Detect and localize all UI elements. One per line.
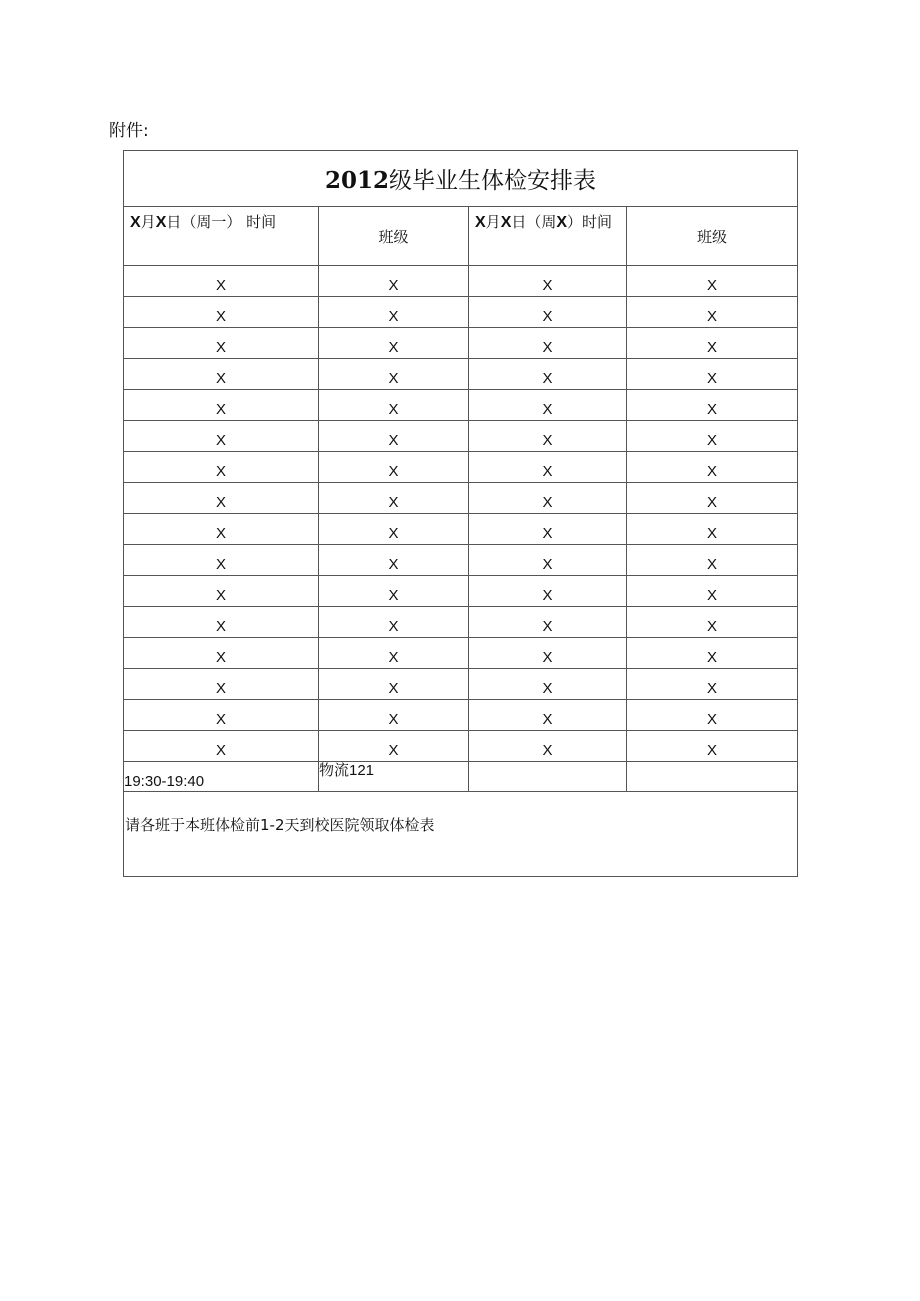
table-cell: X bbox=[627, 576, 798, 607]
table-cell: X bbox=[469, 421, 627, 452]
table-cell: X bbox=[319, 638, 469, 669]
table-row bbox=[124, 297, 798, 328]
table-cell: X bbox=[124, 514, 319, 545]
table-cell: X bbox=[627, 700, 798, 731]
table-note: 请各班于本班体检前1-2天到校医院领取体检表 bbox=[124, 792, 798, 877]
table-row bbox=[124, 545, 798, 576]
table-cell: X bbox=[469, 731, 627, 762]
table-cell: X bbox=[469, 545, 627, 576]
last-row-class2 bbox=[627, 762, 798, 792]
table-cell: X bbox=[627, 545, 798, 576]
table-cell: X bbox=[469, 266, 627, 297]
table-row bbox=[124, 390, 798, 421]
table-row bbox=[124, 638, 798, 669]
header-date-time-2: X月X日（周X）时间 bbox=[469, 207, 627, 266]
table-cell: X bbox=[627, 731, 798, 762]
table-cell: X bbox=[469, 328, 627, 359]
table-title: 2012级毕业生体检安排表 bbox=[124, 151, 798, 207]
header-class-2: 班级 bbox=[627, 207, 798, 266]
table-cell: X bbox=[124, 669, 319, 700]
table-cell: X bbox=[469, 700, 627, 731]
table-row-last bbox=[124, 762, 798, 792]
table-cell: X bbox=[469, 297, 627, 328]
table-cell: X bbox=[124, 421, 319, 452]
schedule-table bbox=[123, 150, 798, 877]
note-row bbox=[124, 792, 798, 877]
table-cell: X bbox=[319, 297, 469, 328]
table-cell: X bbox=[469, 638, 627, 669]
table-row bbox=[124, 607, 798, 638]
table-cell: X bbox=[124, 607, 319, 638]
table-cell: X bbox=[319, 545, 469, 576]
table-cell: X bbox=[627, 359, 798, 390]
table-cell: X bbox=[627, 452, 798, 483]
table-row bbox=[124, 421, 798, 452]
table-cell: X bbox=[124, 700, 319, 731]
table-cell: X bbox=[319, 700, 469, 731]
table-cell: X bbox=[124, 638, 319, 669]
last-row-class: 物流121 bbox=[319, 762, 469, 792]
table-cell: X bbox=[124, 266, 319, 297]
table-cell: X bbox=[124, 545, 319, 576]
table-cell: X bbox=[627, 483, 798, 514]
table-row bbox=[124, 731, 798, 762]
table-cell: X bbox=[469, 359, 627, 390]
table-cell: X bbox=[319, 390, 469, 421]
attachment-label: 附件: bbox=[109, 121, 149, 141]
title-row bbox=[124, 151, 798, 207]
table-cell: X bbox=[469, 452, 627, 483]
table-row bbox=[124, 328, 798, 359]
table-cell: X bbox=[469, 576, 627, 607]
table-cell: X bbox=[319, 483, 469, 514]
table-cell: X bbox=[627, 266, 798, 297]
table-row bbox=[124, 576, 798, 607]
table-cell: X bbox=[627, 607, 798, 638]
table-cell: X bbox=[469, 483, 627, 514]
table-cell: X bbox=[627, 297, 798, 328]
table-cell: X bbox=[319, 452, 469, 483]
header-date-time-1: X月X日（周一） 时间 bbox=[124, 207, 319, 266]
table-cell: X bbox=[627, 669, 798, 700]
table-cell: X bbox=[627, 514, 798, 545]
table-row bbox=[124, 266, 798, 297]
table-cell: X bbox=[319, 514, 469, 545]
table-cell: X bbox=[469, 607, 627, 638]
table-row bbox=[124, 669, 798, 700]
table-cell: X bbox=[319, 607, 469, 638]
table-cell: X bbox=[124, 452, 319, 483]
table-cell: X bbox=[319, 731, 469, 762]
table-row bbox=[124, 483, 798, 514]
header-row bbox=[124, 207, 798, 266]
table-cell: X bbox=[319, 669, 469, 700]
last-row-time2 bbox=[469, 762, 627, 792]
table-cell: X bbox=[627, 421, 798, 452]
table-cell: X bbox=[627, 638, 798, 669]
table-row bbox=[124, 452, 798, 483]
table-cell: X bbox=[469, 669, 627, 700]
table-cell: X bbox=[469, 514, 627, 545]
schedule-table-container bbox=[123, 150, 797, 877]
table-cell: X bbox=[124, 297, 319, 328]
table-cell: X bbox=[469, 390, 627, 421]
table-cell: X bbox=[319, 328, 469, 359]
table-cell: X bbox=[124, 731, 319, 762]
table-cell: X bbox=[319, 266, 469, 297]
table-row bbox=[124, 700, 798, 731]
table-cell: X bbox=[124, 576, 319, 607]
table-cell: X bbox=[627, 328, 798, 359]
table-cell: X bbox=[124, 483, 319, 514]
last-row-time: 19:30-19:40 bbox=[124, 762, 319, 792]
table-row bbox=[124, 359, 798, 390]
table-row bbox=[124, 514, 798, 545]
table-cell: X bbox=[319, 421, 469, 452]
table-cell: X bbox=[124, 359, 319, 390]
table-cell: X bbox=[627, 390, 798, 421]
table-cell: X bbox=[319, 576, 469, 607]
table-cell: X bbox=[124, 390, 319, 421]
table-cell: X bbox=[319, 359, 469, 390]
table-cell: X bbox=[124, 328, 319, 359]
header-class-1: 班级 bbox=[319, 207, 469, 266]
